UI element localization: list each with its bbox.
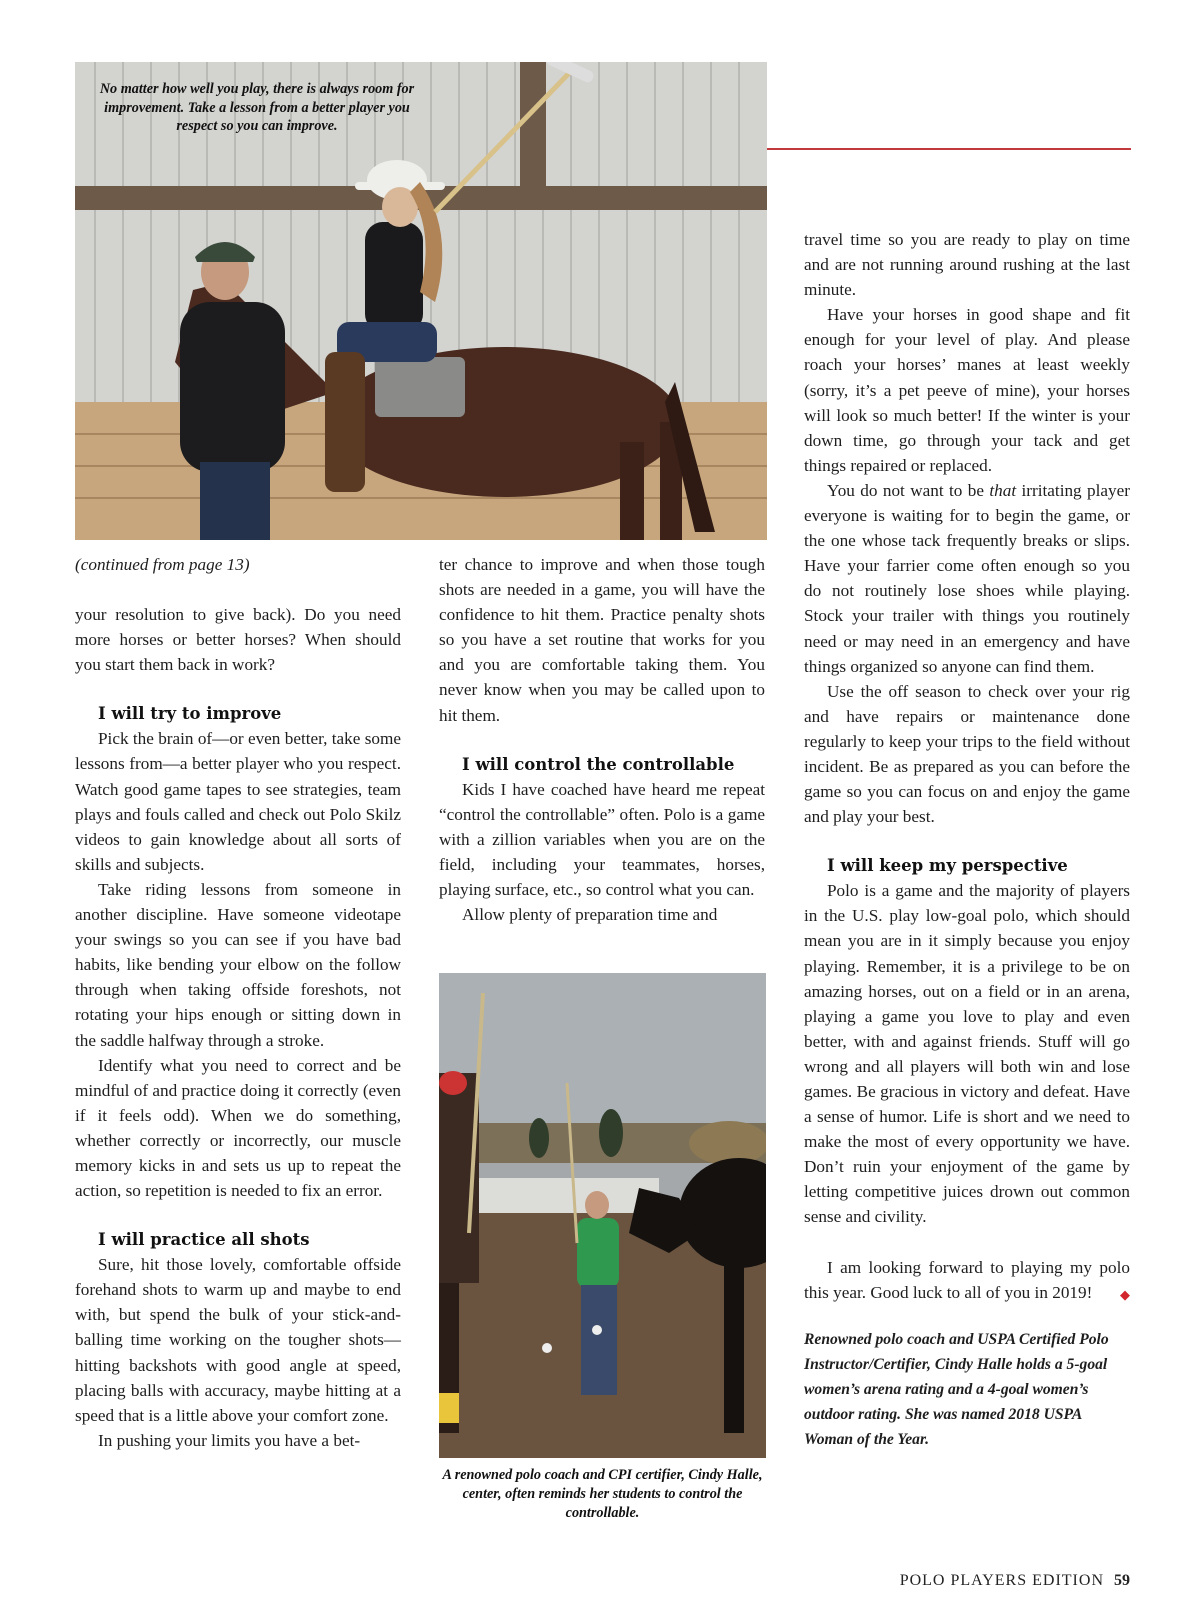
closing-paragraph: I am looking forward to playing my polo this year. Good luck to all of you in 2019! ◆ bbox=[804, 1255, 1130, 1305]
body-paragraph: travel time so you are ready to play on time and are not running around rushing at the last minute. bbox=[804, 230, 1130, 300]
body-paragraph: Kids I have coached have heard me repeat “control the controllable” often. Polo is a game with a zillion variables when you are on the field, including your teammates, horses, playing surface, etc., so control what you can. bbox=[439, 779, 765, 900]
publication-name: POLO PLAYERS EDITION bbox=[899, 1572, 1104, 1589]
accent-rule bbox=[767, 148, 1131, 150]
end-mark-icon: ◆ bbox=[1120, 1286, 1130, 1302]
body-paragraph: Pick the brain of—or even better, take some lessons from—a better player who you respect. Watch good game tapes to see strategies, team plays and fouls called and check out Polo Skilz videos to gain knowledge about all sorts of skills and subjects. bbox=[75, 729, 401, 874]
subhead-practice-all-shots: I will practice all shots bbox=[98, 1230, 310, 1250]
body-paragraph: Polo is a game and the majority of players in the U.S. play low-goal polo, which should mean you are in it simply because you enjoy playing. Remember, it is a privilege to be on amazing horses, out on a field or in an arena, playing a game you love to play and even better, with and against friends. Stuff will go wrong and all players will both win and lose games. Be gracious in victory and defeat. Have a sense of humor. Life is short and we need to make the most of every opportunity we have. Don’t ruin your enjoyment of the game by letting competitive juices drown out common sense and civility. bbox=[804, 881, 1130, 1227]
continued-from-note: (continued from page 13) bbox=[75, 555, 250, 574]
coach-photo bbox=[439, 973, 766, 1458]
body-paragraph: Identify what you need to correct and be mindful of and practice doing it correctly (even if it feels odd). When we do something, whether correctly or incorrectly, our muscle memory kicks in and sets us up to repeat the action, so repetition is needed to fix an error. bbox=[75, 1055, 401, 1201]
body-paragraph: Allow plenty of preparation time and bbox=[462, 905, 718, 925]
body-paragraph: Take riding lessons from someone in another discipline. Have someone videotape your swings so you can see if you have bad habits, like bending your elbow on the follow through when taking offside foreshots, not rotating your hips enough or sitting down in the saddle halfway through a stroke. bbox=[75, 879, 401, 1050]
coach-photo-illustration bbox=[439, 973, 766, 1458]
body-paragraph: Use the off season to check over your rig and have repairs or maintenance done regularly to keep your trips to the field without incident. Be as prepared as you can before the game so you can focus on and enjoy the game and play your best. bbox=[804, 681, 1130, 827]
lesson-photo-caption: No matter how well you play, there is always room for improvement. Take a lesson from a better player you respect so you can improve. bbox=[99, 81, 415, 134]
coach-photo-caption: A renowned polo coach and CPI certifier, Cindy Halle, center, often reminds her students to control the controllable. bbox=[442, 1467, 763, 1521]
author-bio: Renowned polo coach and USPA Certified Polo Instructor/Certifier, Cindy Halle holds a 5-goal women’s arena rating and a 4-goal women’s outdoor rating. She was named 2018 USPA Woman of the Year. bbox=[804, 1330, 1109, 1448]
subhead-keep-perspective: I will keep my perspective bbox=[827, 856, 1068, 876]
column-2 bbox=[439, 552, 765, 927]
body-paragraph: Sure, hit those lovely, comfortable offside forehand shots to warm up and maybe to end with, but spend the bulk of your stick-and-balling time working on the tougher shots—hitting backshots with good angle at speed, placing balls with accuracy, maybe hitting at a speed that is a little above your comfort zone. bbox=[75, 1255, 401, 1425]
body-paragraph: In pushing your limits you have a bet- bbox=[98, 1430, 361, 1450]
body-paragraph: You do not want to be that irritating player everyone is waiting for to begin the game, or the one whose tack frequently breaks or slips. Have your farrier come often enough so you do not routinely lose shoes while playing. Stock your trailer with things you routinely need or may need in an emergency and have things organized so anyone can find them. bbox=[804, 480, 1130, 676]
page-footer bbox=[900, 1572, 1130, 1590]
column-1 bbox=[75, 552, 401, 1453]
body-paragraph: Have your horses in good shape and fit enough for your level of play. And please roach your horses’ manes at least weekly (sorry, it’s a pet peeve of mine), your horses will look so much better! If the winter is your down time, go through your tack and get things repaired or replaced. bbox=[804, 305, 1130, 475]
body-paragraph: ter chance to improve and when those tough shots are needed in a game, you will have the confidence to hit them. Practice penalty shots so you have a set routine that works for you and you are comfortable taking them. You never know when you may be called upon to hit them. bbox=[439, 555, 765, 725]
subhead-try-to-improve: I will try to improve bbox=[98, 704, 282, 724]
body-paragraph: your resolution to give back). Do you need more horses or better horses? When should you start them back in work? bbox=[75, 605, 401, 675]
page-number: 59 bbox=[1114, 1572, 1130, 1589]
subhead-control-controllable: I will control the controllable bbox=[462, 754, 735, 774]
column-3 bbox=[804, 227, 1130, 1452]
